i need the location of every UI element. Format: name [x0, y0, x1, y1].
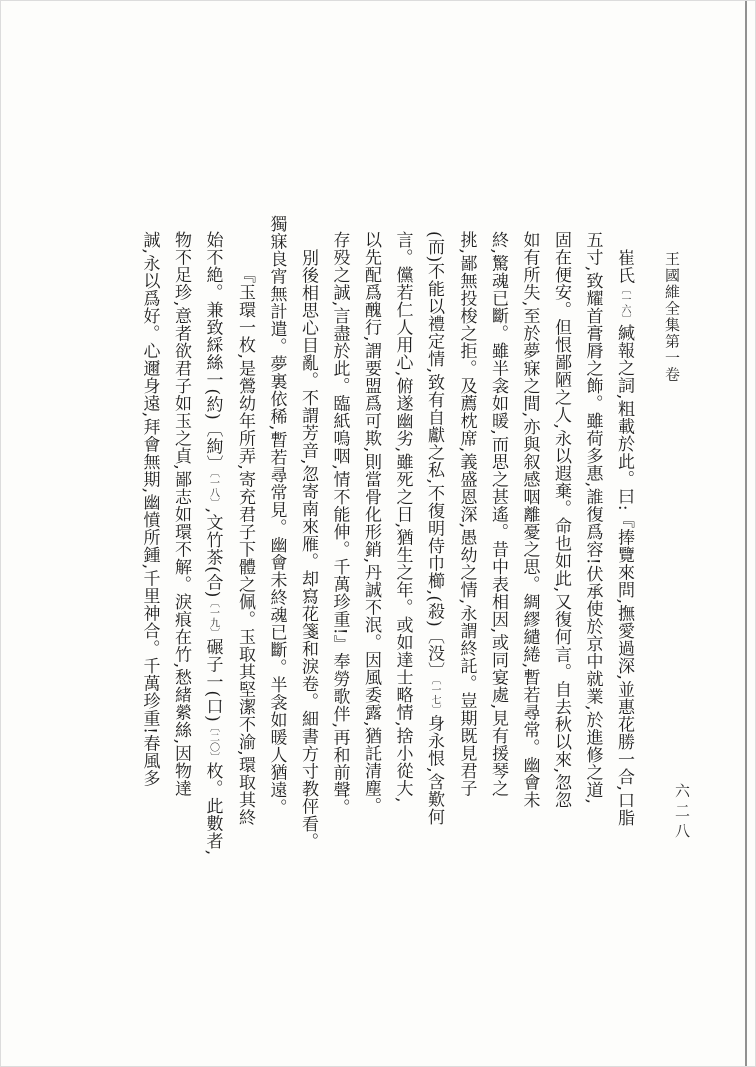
text-run: 五寸,致耀首膏脣之飾。雖荷多惠,誰復爲容!伏承使於京中就業,於進修之道, [582, 231, 603, 805]
text-run: 碾子一(口) [202, 637, 223, 723]
endnote-marker: 〔二〇〕 [207, 722, 219, 763]
page-number: 六二八 [673, 783, 691, 843]
text-column [292, 231, 324, 1031]
endnote-marker: 〔一七〕 [429, 679, 440, 715]
text-run: 物不足珍,意者欲君子如玉之貞,鄙志如環不解。淚痕在竹,愁緒縈絲,因物達 [171, 231, 191, 798]
text-run: 枚。此數者, [202, 762, 223, 856]
endnote-marker: 〔一九〕 [207, 597, 219, 638]
text-run: ,文竹茶(合) [202, 507, 223, 598]
text-run: 身永恨,含歎何 [424, 714, 444, 826]
text-run: 言。儻若仁人用心,俯遂幽劣,雖死之日,猶生之年。或如達士略情,捨小從大, [392, 231, 413, 804]
text-run: 挑,鄙無投梭之拒。及薦枕席,義盛恩深,愚幼之情,永謂終託。豈期既見君子 [456, 231, 477, 798]
text-column [513, 231, 545, 1031]
text-column [450, 231, 482, 1031]
text-run: 『玉環一枚,是鶯幼年所弄,寄充君子下體之佩。玉取其堅潔不渝,環取其終 [235, 266, 255, 827]
text-run: 誠,永以爲好。心邇身遠,拜會無期,幽憤所鍾,千里神合。千萬珍重!春風多 [139, 231, 160, 787]
text-run: 崔氏 [614, 248, 634, 284]
text-column [323, 231, 355, 1031]
text-run: 固在便安。但恨鄙陋之人,永以遐棄。命也如此,又復何言。自去秋以來,忽忽 [551, 231, 571, 809]
text-run: 緘報之詞,粗載於此。曰:『捧覽來問,撫愛過深,並惠花勝一合,口脂 [614, 323, 634, 826]
text-run: 終,驚魂已斷。雖半衾如暖,而思之甚遙。昔中表相因,或同宴處,見有援琴之 [488, 231, 508, 798]
text-column [260, 215, 292, 1015]
text-column [229, 231, 261, 1031]
text-block [133, 215, 640, 1031]
text-column [355, 231, 387, 1031]
text-column [576, 231, 608, 1031]
text-run: 別後相思心目亂。不謂芳音,忽寄南來雁。却寫花箋和淚卷。細書方寸教伻看。 [298, 248, 318, 850]
text-column [482, 231, 514, 1031]
text-column [196, 231, 229, 1031]
text-run: 存殁之誠,言盡於此。臨紙嗚咽,情不能伸。千萬珍重!』奉勞歌伴,再和前聲。 [329, 231, 350, 817]
book-title: 王國維全集第一卷 [663, 251, 681, 383]
text-column [133, 231, 165, 1031]
text-column [386, 231, 418, 1031]
text-run: 始不絶。兼致綵絲一(約)〔絇〕 [202, 231, 223, 473]
text-column [165, 231, 197, 1031]
scan-edge-line [745, 1, 747, 1066]
text-run: 以先配爲醜行,謂要盟爲可欺,則當骨化形銷,丹誠不泯。因風委露,猶託清塵。 [361, 231, 381, 815]
text-column [418, 231, 451, 1031]
text-run: (而)不能以禮定情,致有自獻之私,不復明侍巾櫛,(殺)〔没〕 [424, 231, 444, 680]
text-column [545, 231, 577, 1031]
text-column [608, 231, 641, 1031]
endnote-marker: 〔一六〕 [619, 283, 630, 324]
text-run: 獨寐良宵無計遣。夢裏依稀,暫若尋常見。幽會未終魂已斷。半衾如暖人猶遠。 [266, 215, 287, 816]
text-run: 如有所失,至於夢寐之間,亦與叙感咽離憂之思。綢繆繾綣,暫若尋常。幽會未 [519, 231, 540, 809]
endnote-marker: 〔一八〕 [207, 472, 219, 508]
